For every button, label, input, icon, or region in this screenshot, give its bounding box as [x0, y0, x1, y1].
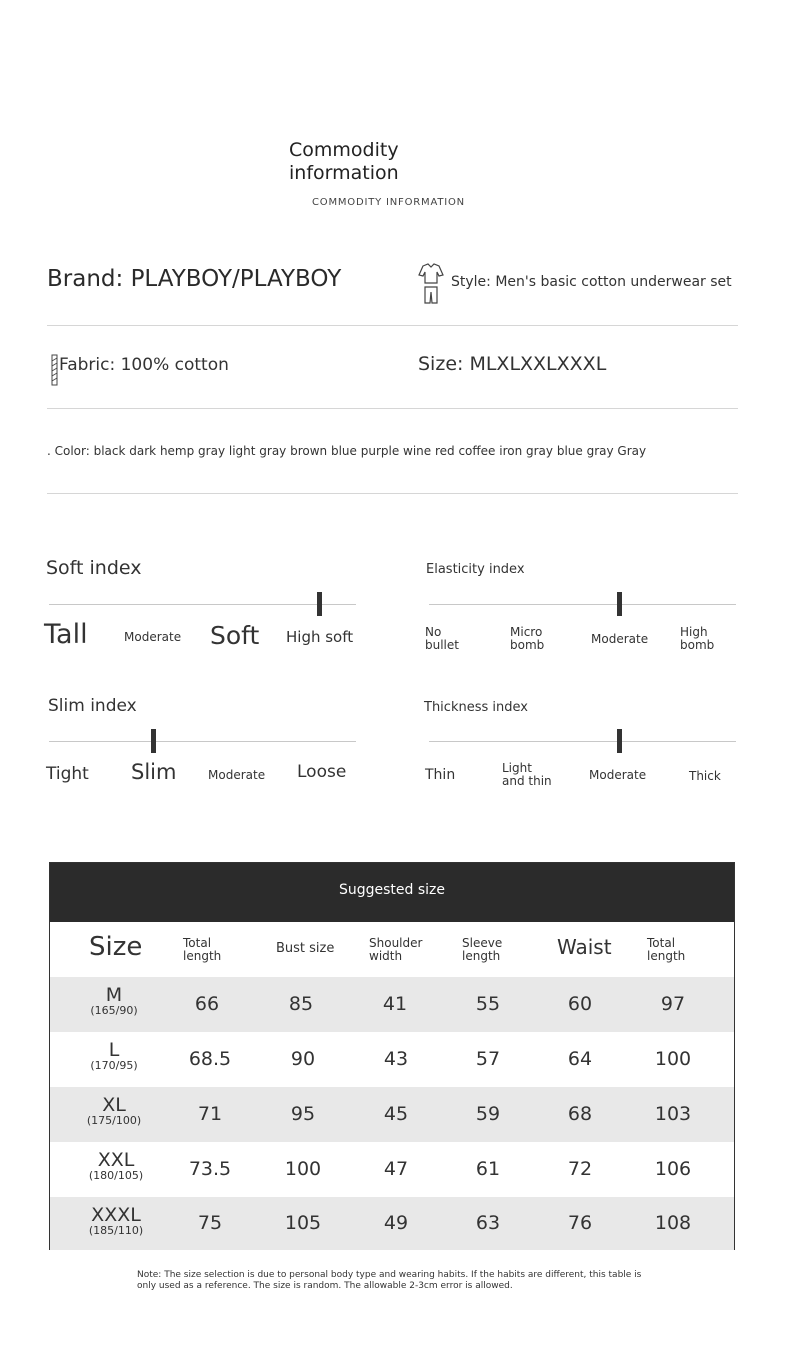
value-cell: 90 — [290, 1048, 316, 1070]
soft-label-tall: Tall — [44, 619, 88, 650]
page-subtitle: COMMODITY INFORMATION — [312, 197, 465, 208]
table-row — [50, 1087, 734, 1142]
thickness-index-marker — [617, 729, 622, 753]
header-size: Size — [89, 932, 143, 962]
size-table-header-row — [50, 922, 734, 977]
elasticity-index-track — [429, 604, 736, 605]
value-cell: 97 — [660, 993, 686, 1015]
thickness-label-thin: Thin — [425, 767, 456, 783]
size-text: Size: MLXLXXLXXXL — [418, 353, 607, 375]
title-line-1: Commodity — [289, 139, 399, 161]
value-cell: 103 — [654, 1103, 692, 1125]
header-total-length: Total length — [183, 936, 222, 963]
value-cell: 55 — [475, 993, 501, 1015]
page-title — [289, 139, 399, 185]
size-cell: XXL (180/105) — [88, 1149, 144, 1182]
value-cell: 71 — [197, 1103, 223, 1125]
size-cell: L (170/95) — [90, 1039, 138, 1072]
value-cell: 41 — [382, 993, 408, 1015]
thickness-label-moderate: Moderate — [589, 768, 647, 782]
size-table — [49, 862, 735, 1250]
size-note: Note: The size selection is due to personal body type and wearing habits. If the habits are different, this table is only used as a reference. The size is random. The allowable 2-3cm error is allowed. — [137, 1270, 642, 1291]
elasticity-index-title: Elasticity index — [426, 562, 525, 577]
size-cell: XXXL (185/110) — [88, 1204, 144, 1237]
slim-label-loose: Loose — [297, 762, 347, 782]
elasticity-label-no-bullet: No bullet — [425, 625, 459, 652]
table-row — [50, 1142, 734, 1197]
elasticity-index-marker — [617, 592, 622, 616]
slim-label-tight: Tight — [46, 764, 89, 784]
elasticity-label-micro-bomb: Micro bomb — [510, 625, 545, 652]
slim-index-track — [49, 741, 356, 742]
style-text: Style: Men's basic cotton underwear set — [451, 274, 732, 290]
value-cell: 43 — [383, 1048, 409, 1070]
value-cell: 68.5 — [188, 1048, 232, 1070]
header-sleeve-length: Sleeve length — [462, 936, 503, 963]
thickness-label-thick: Thick — [689, 769, 721, 783]
table-row — [50, 977, 734, 1032]
elasticity-label-moderate: Moderate — [591, 632, 649, 646]
soft-index-track — [49, 604, 356, 605]
thickness-index-title: Thickness index — [424, 700, 528, 715]
value-cell: 100 — [284, 1158, 322, 1180]
value-cell: 75 — [197, 1212, 223, 1234]
value-cell: 105 — [284, 1212, 322, 1234]
header-shoulder-width: Shoulder width — [369, 936, 423, 963]
value-cell: 60 — [567, 993, 593, 1015]
value-cell: 57 — [475, 1048, 501, 1070]
brand-text: Brand: PLAYBOY/PLAYBOY — [47, 266, 342, 292]
slim-label-slim: Slim — [131, 760, 177, 784]
divider — [47, 493, 738, 494]
soft-index-title: Soft index — [46, 557, 142, 579]
slim-index-title: Slim index — [48, 696, 137, 716]
soft-label-moderate: Moderate — [124, 630, 182, 644]
elasticity-label-high-bomb: High bomb — [680, 625, 715, 652]
value-cell: 95 — [290, 1103, 316, 1125]
value-cell: 61 — [475, 1158, 501, 1180]
pajama-set-icon — [417, 263, 445, 305]
header-total-length-2: Total length — [647, 936, 686, 963]
header-bust-size: Bust size — [276, 941, 335, 956]
table-row — [50, 1197, 734, 1250]
slim-label-moderate: Moderate — [208, 768, 266, 782]
value-cell: 66 — [194, 993, 220, 1015]
thickness-label-light-and-thin: Light and thin — [502, 761, 552, 788]
value-cell: 59 — [475, 1103, 501, 1125]
value-cell: 100 — [654, 1048, 692, 1070]
value-cell: 47 — [383, 1158, 409, 1180]
slim-index-marker — [151, 729, 156, 753]
divider — [47, 408, 738, 409]
soft-label-soft: Soft — [210, 621, 260, 650]
value-cell: 68 — [567, 1103, 593, 1125]
value-cell: 76 — [567, 1212, 593, 1234]
size-cell: XL (175/100) — [86, 1094, 142, 1127]
fabric-text: Fabric: 100% cotton — [59, 355, 229, 375]
value-cell: 106 — [654, 1158, 692, 1180]
value-cell: 85 — [288, 993, 314, 1015]
value-cell: 108 — [654, 1212, 692, 1234]
header-waist: Waist — [557, 935, 612, 959]
value-cell: 45 — [383, 1103, 409, 1125]
soft-label-high-soft: High soft — [286, 628, 354, 646]
size-table-title: Suggested size — [50, 863, 734, 922]
value-cell: 73.5 — [188, 1158, 232, 1180]
value-cell: 63 — [475, 1212, 501, 1234]
thickness-index-track — [429, 741, 736, 742]
size-cell: M (165/90) — [90, 984, 138, 1017]
color-text: . Color: black dark hemp gray light gray brown blue purple wine red coffee iron gray blue gray Gray — [47, 444, 647, 458]
divider — [47, 325, 738, 326]
value-cell: 64 — [567, 1048, 593, 1070]
value-cell: 72 — [567, 1158, 593, 1180]
table-row — [50, 1032, 734, 1087]
title-line-2: information — [289, 162, 399, 184]
value-cell: 49 — [383, 1212, 409, 1234]
soft-index-marker — [317, 592, 322, 616]
